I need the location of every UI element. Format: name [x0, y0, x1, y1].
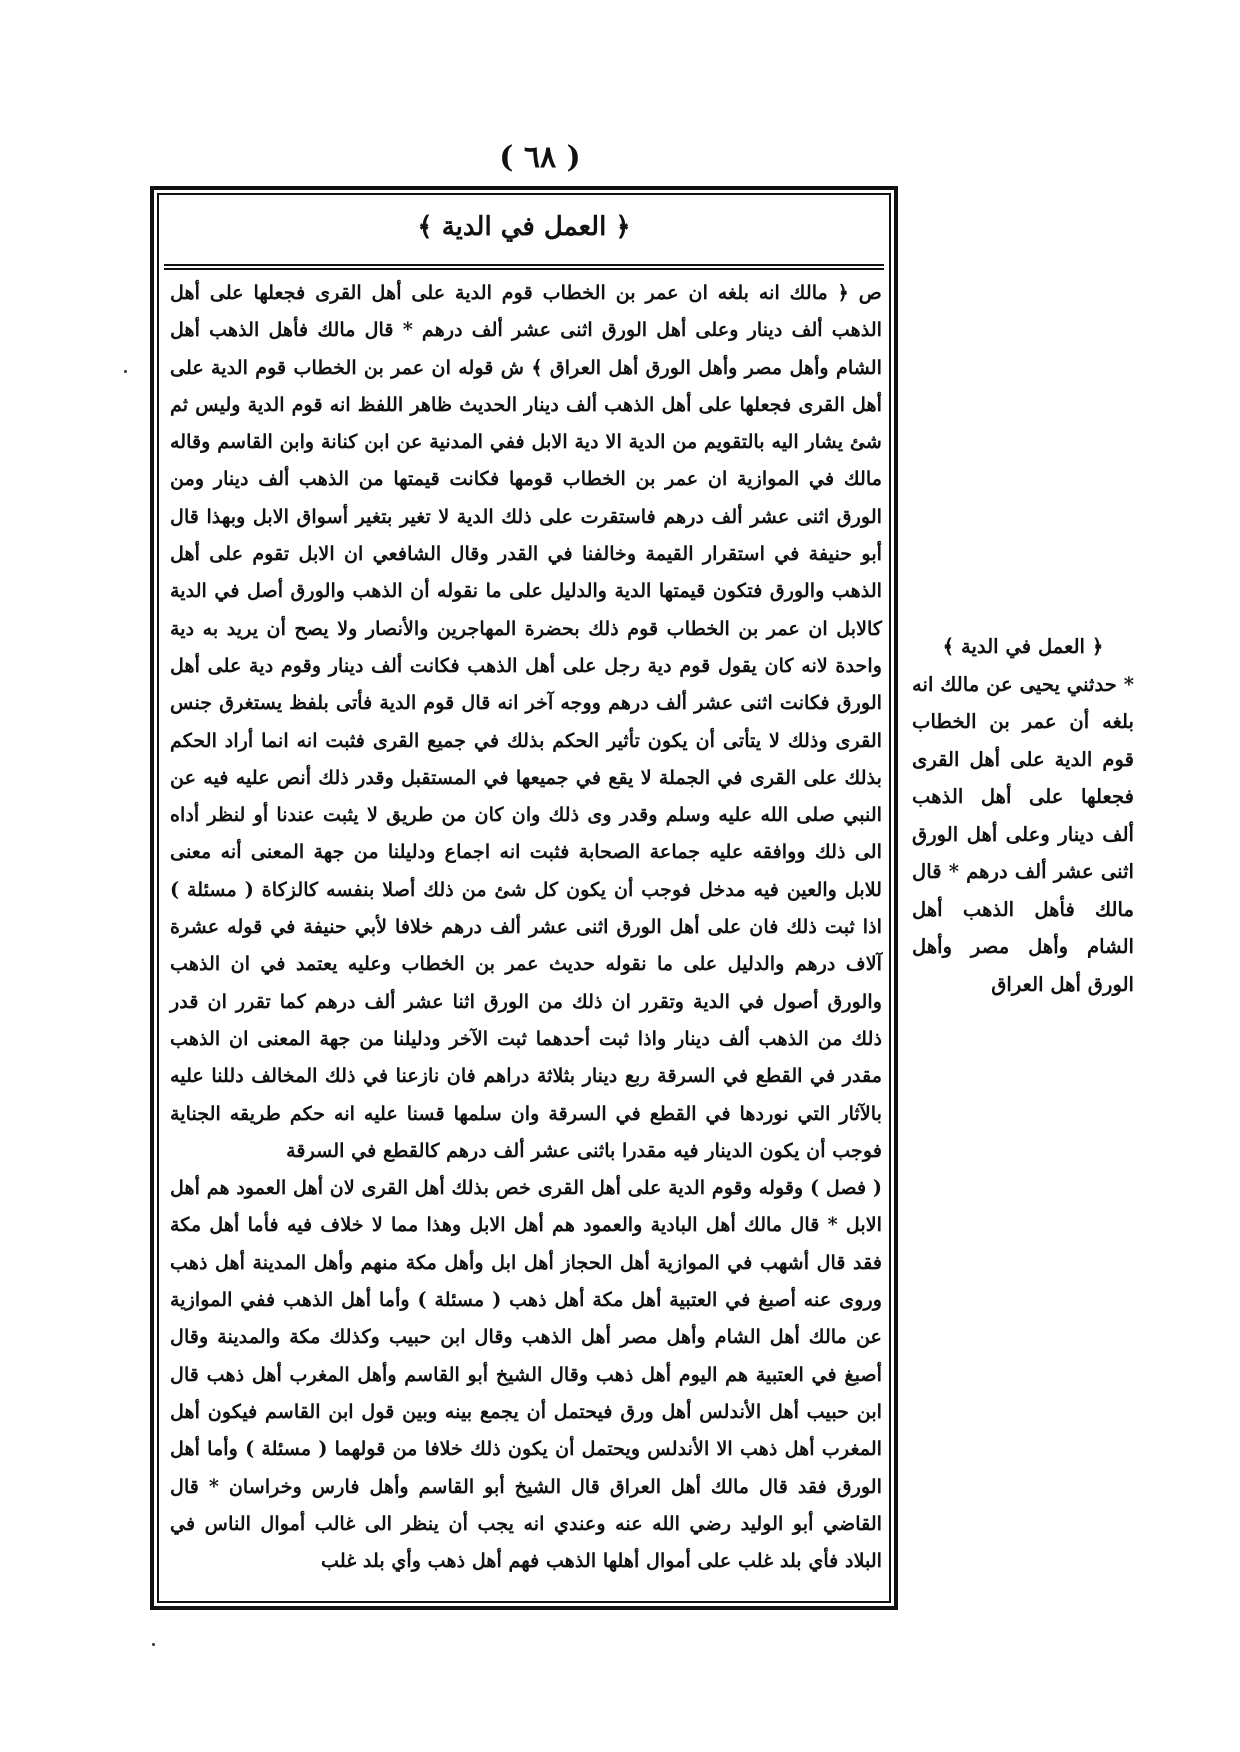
margin-dot	[152, 1643, 155, 1646]
margin-note-text: * حدثني يحيى عن مالك انه بلغه أن عمر بن الخطاب قوم الدية على أهل القرى فجعلها على أهل الذهب ألف دينار وعلى أهل الورق اثنى عشر ألف درهم * قال مالك فأهل الذهب أهل الشام وأهل مصر وأهل الورق أهل العراق	[912, 672, 1134, 996]
margin-note-title: ﴿ العمل في الدية ﴾	[942, 635, 1104, 658]
main-paragraph: ( فصل ) وقوله وقوم الدية على أهل القرى خص بذلك أهل القرى لان أهل العمود هم أهل الابل * قال مالك أهل البادية والعمود هم أهل الابل وهذا مما لا خلاف فيه فأما أهل مكة فقد قال أشهب في الموازية أهل الحجاز أهل ابل وأهل مكة منهم وأهل المدينة أهل ذهب وروى عنه أصبغ في العتبية أهل مكة أهل ذهب ( مسئلة ) وأما أهل الذهب ففي الموازية عن مالك أهل الشام وأهل مصر أهل الذهب وقال ابن حبيب وكذلك مكة والمدينة وقال أصبغ في العتبية هم اليوم أهل ذهب وقال الشيخ أبو القاسم وأهل المغرب أهل ذهب قال ابن حبيب أهل الأندلس أهل ورق فيحتمل أن يجمع بينه وبين قول ابن القاسم فيكون أهل المغرب أهل ذهب الا الأندلس ويحتمل أن يكون ذلك خلافا من قولهما ( مسئلة ) وأما أهل الورق فقد قال مالك أهل العراق قال الشيخ أبو القاسم وأهل فارس وخراسان * قال القاضي أبو الوليد رضي الله عنه وعندي انه يجب أن ينظر الى غالب أموال الناس في البلاد فأي بلد غلب على أموال أهلها الذهب فهم أهل ذهب وأي بلد غلب	[170, 1176, 882, 1573]
main-text-block	[170, 274, 882, 1579]
section-title: ﴿ العمل في الدية ﴾	[417, 212, 631, 242]
page-number: ( ٦٨ )	[499, 140, 581, 175]
margin-dot	[124, 370, 127, 373]
title-divider	[164, 264, 884, 270]
margin-note	[912, 628, 1134, 1003]
main-paragraph: ص ﴿ مالك انه بلغه ان عمر بن الخطاب قوم الدية على أهل القرى فجعلها على أهل الذهب ألف دينار وعلى أهل الورق اثنى عشر ألف درهم * قال مالك فأهل الذهب أهل الشام وأهل مصر وأهل الورق أهل العراق ﴾ ش قوله ان عمر بن الخطاب قوم الدية على أهل القرى فجعلها على أهل الذهب ألف دينار الحديث ظاهر اللفظ انه قوم الدية وليس ثم شئ يشار اليه بالتقويم من الدية الا دية الابل ففي المدنية عن ابن كنانة وابن القاسم وقاله مالك في الموازية ان عمر بن الخطاب قومها فكانت قيمتها من الذهب ألف دينار ومن الورق اثنى عشر ألف درهم فاستقرت على ذلك الدية لا تغير بتغير أسواق الابل وبهذا قال أبو حنيفة في استقرار القيمة وخالفنا في القدر وقال الشافعي ان الابل تقوم على أهل الذهب والورق فتكون قيمتها الدية والدليل على ما نقوله أن الذهب والورق أصل في الدية كالابل ان عمر بن الخطاب قوم ذلك بحضرة المهاجرين والأنصار ولا يصح أن يريد به دية واحدة لانه كان يقول قوم دية رجل على أهل الذهب فكانت ألف دينار وقوم دية على أهل الورق فكانت اثنى عشر ألف درهم ووجه آخر انه قال قوم الدية فأتى بلفظ يستغرق جنس القرى وذلك لا يتأتى أن يكون تأثير الحكم بذلك في جميع القرى فثبت انه انما أراد الحكم بذلك على القرى في الجملة لا يقع في جميعها في المستقبل وقدر ذلك أنص عليه فيه عن النبي صلى الله عليه وسلم وقدر وى ذلك وان كان من طريق لا يثبت عندنا أو لنظر أداه الى ذلك ووافقه عليه جماعة الصحابة فثبت انه اجماع ودليلنا من جهة المعنى أنه معنى للابل والعين فيه مدخل فوجب أن يكون كل شئ من ذلك أصلا بنفسه كالزكاة ( مسئلة ) اذا ثبت ذلك فان على أهل الورق اثنى عشر ألف درهم خلافا لأبي حنيفة في قوله عشرة آلاف درهم والدليل على ما نقوله حديث عمر بن الخطاب وعليه يعتمد في ان الذهب والورق أصول في الدية وتقرر ان ذلك من الورق اثنا عشر ألف درهم كما تقرر ان قدر ذلك من الذهب ألف دينار واذا ثبت أحدهما ثبت الآخر ودليلنا من جهة المعنى ان الذهب مقدر في القطع في السرقة ربع دينار بثلاثة دراهم فان نازعنا في ذلك المخالف دللنا عليه بالآثار التي نوردها في القطع في السرقة وان سلمها قسنا عليه انه حكم طريقه الجناية فوجب أن يكون الدينار فيه مقدرا باثنى عشر ألف درهم كالقطع في السرقة	[170, 281, 882, 1162]
